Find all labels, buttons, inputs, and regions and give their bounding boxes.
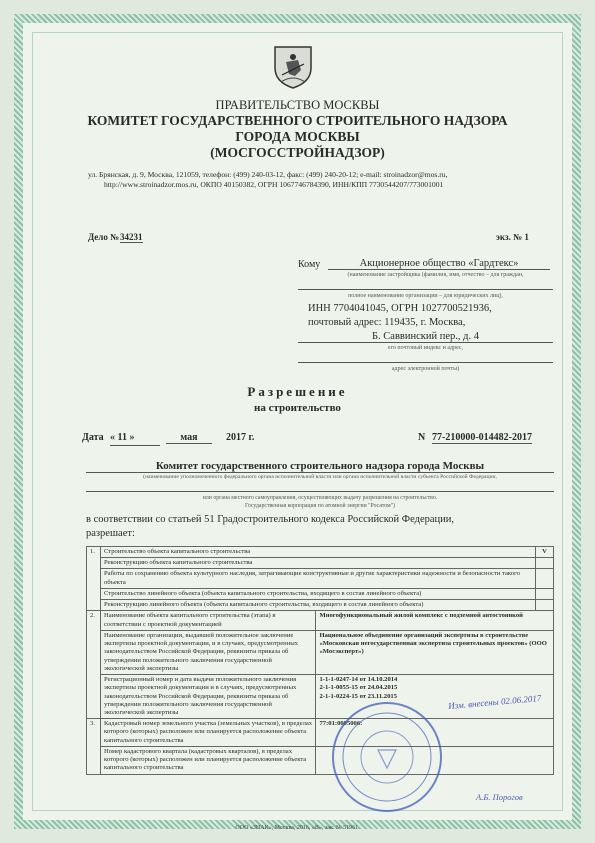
blank-line	[86, 484, 554, 492]
government-name: ПРАВИТЕЛЬСТВО МОСКВЫ	[215, 98, 380, 112]
row-number: 3.	[87, 719, 101, 774]
number-label: N	[418, 432, 426, 443]
table-cell: Кадастровый номер земельного участка (земельных участков), в пределах которого (которых) расположен или планируется расположение объекта капитального строительства	[100, 719, 316, 747]
issuer-name: Комитет государственного строительного надзора города Москвы	[86, 460, 554, 473]
basis-line: в соответствии со статьей 51 Градостроительного кодекса Российской Федерации,	[86, 514, 454, 525]
table-row	[87, 569, 554, 588]
to-label: Кому	[298, 259, 321, 270]
email-caption: адрес электронной почты)	[391, 366, 460, 372]
row-number: 1.	[87, 547, 101, 611]
inn-line: ИНН 7704041045, ОГРН 1027700521936,	[308, 303, 492, 314]
table-row	[87, 719, 554, 747]
signature: А.Б. Порогов	[476, 792, 523, 802]
issuer-caption-line3: Государственная корпорация по атомной энергии "Росатом")	[245, 503, 395, 509]
handwritten-note: Изм. внесены 02.06.2017	[447, 692, 542, 712]
table-cell: Многофункциональный жилой комплекс с подземной автостоянкой	[316, 611, 554, 630]
expertise-ref: 1-1-1-0247-14 от 14.10.2014	[319, 676, 398, 684]
table-cell	[535, 588, 553, 599]
table-cell: Наименование организации, выдавшей положительное заключение экспертизы проектной документации, и в случаях, предусмотренных законодательством Российской Федерации, реквизиты приказа об утверждении положительного заключения государственной экологической экспертизы	[100, 630, 316, 674]
moscow-coat-of-arms-icon	[271, 44, 315, 90]
table-cell: Наименование объекта капитального строительства (этапа) в соответствии с проектной документацией	[100, 611, 316, 630]
permit-number: 77-210000-014482-2017	[432, 432, 532, 443]
table-cell: Реконструкцию объекта капитального строительства	[100, 558, 535, 569]
copy-number: экз. № 1	[496, 232, 529, 242]
committee-name-line2: ГОРОДА МОСКВЫ	[235, 129, 360, 144]
table-cell: Работы по сохранению объекта культурного наследия, затрагивающие конструктивные и другие характеристики надежности и безопасности такого объекта	[100, 569, 535, 588]
street-line: Б. Саввинский пер., д. 4	[298, 331, 553, 343]
table-row	[87, 547, 554, 558]
row-number: 2.	[87, 611, 101, 719]
date-year: 2017 г.	[226, 432, 255, 443]
table-cell: Регистрационный номер и дата выдачи положительного заключения экспертизы проектной документации и в случаях, предусмотренных законодательством Российской Федерации, реквизиты приказа об утверждении положительного заключения государственной экологической экспертизы	[100, 675, 316, 719]
table-row	[87, 611, 554, 630]
table-cell: Строительство объекта капитального строительства	[100, 547, 535, 558]
document-title: Разрешение	[247, 384, 348, 399]
table-cell	[535, 569, 553, 588]
committee-address-line1: ул. Брянская, д. 9, Москва, 121059, телефон: (499) 240-03-12, факс: (499) 240-20-12; e-mail: stroinadzor@mos.ru,	[88, 170, 448, 179]
official-stamp-icon	[330, 700, 445, 815]
table-cell	[535, 600, 553, 611]
blank-line	[298, 287, 553, 290]
table-cell: Строительство линейного объекта (объекта капитального строительства, входящего в состав линейного объекта)	[100, 588, 535, 599]
table-row	[87, 558, 554, 569]
blank-line	[298, 360, 553, 363]
recipient-name-caption: (наименование застройщика (фамилия, имя, отчество – для граждан,	[347, 272, 524, 278]
table-cell	[535, 558, 553, 569]
postal-line: почтовый адрес: 119435, г. Москва,	[308, 317, 466, 328]
case-label: Дело №	[88, 232, 120, 242]
table-row	[87, 630, 554, 674]
issuer-caption-line1: (наименование уполномоченного федерального органа исполнительной власти или органа исполнительной власти субъекта Российской Федерации,	[143, 474, 497, 480]
date-day: « 11 »	[110, 432, 135, 443]
table-cell: 77:01:0005006:	[316, 719, 554, 747]
table-cell: Национальное объединение организаций экспертизы в строительстве «Московская негосударственная экспертиза строительных проектов» (ООО «Мосэксперт»)	[316, 630, 554, 674]
document-subtitle: на строительство	[254, 402, 341, 414]
date-label: Дата	[82, 432, 104, 443]
committee-name-line1: КОМИТЕТ ГОСУДАРСТВЕННОГО СТРОИТЕЛЬНОГО НАДЗОРА	[87, 113, 508, 128]
check-mark: V	[535, 547, 553, 558]
permit-table	[86, 546, 554, 775]
permits-label: разрешает:	[86, 528, 135, 539]
table-row	[87, 600, 554, 611]
blank-line	[110, 444, 160, 446]
printer-imprint: ООО «ЗНАК», Москва, 2016, «В», зак. № 51961.	[235, 825, 360, 831]
issuer-caption-line2: или органа местного самоуправления, осуществляющих выдачу разрешения на строительство.	[202, 495, 438, 501]
committee-name-line3: (МОСГОССТРОЙНАДЗОР)	[210, 145, 385, 160]
date-month: мая	[166, 432, 212, 444]
org-caption: полное наименование организации – для юридических лиц),	[348, 293, 503, 299]
recipient-name: Акционерное общество «Гардтекс»	[328, 258, 550, 270]
committee-address-line2: http://www.stroinadzor.mos.ru, ОКПО 40150382, ОГРН 1067746784390, ИНН/КПП 7730544207/773001001	[104, 180, 444, 189]
table-row	[87, 588, 554, 599]
expertise-ref: 2-1-1-0224-15 от 23.11.2015	[319, 692, 397, 700]
table-cell: Реконструкцию линейного объекта (объекта капитального строительства, входящего в состав линейного объекта)	[100, 600, 535, 611]
case-number: 34231	[120, 232, 143, 242]
table-row	[87, 675, 554, 719]
expertise-ref: 2-1-1-0055-15 от 24.04.2015	[319, 684, 398, 692]
table-row	[87, 746, 554, 774]
postal-caption: его почтовый индекс и адрес,	[387, 345, 464, 351]
table-cell: Номер кадастрового квартала (кадастровых кварталов), в пределах которого (которых) расположен или планируется расположение объекта капитального строительства	[100, 746, 316, 774]
